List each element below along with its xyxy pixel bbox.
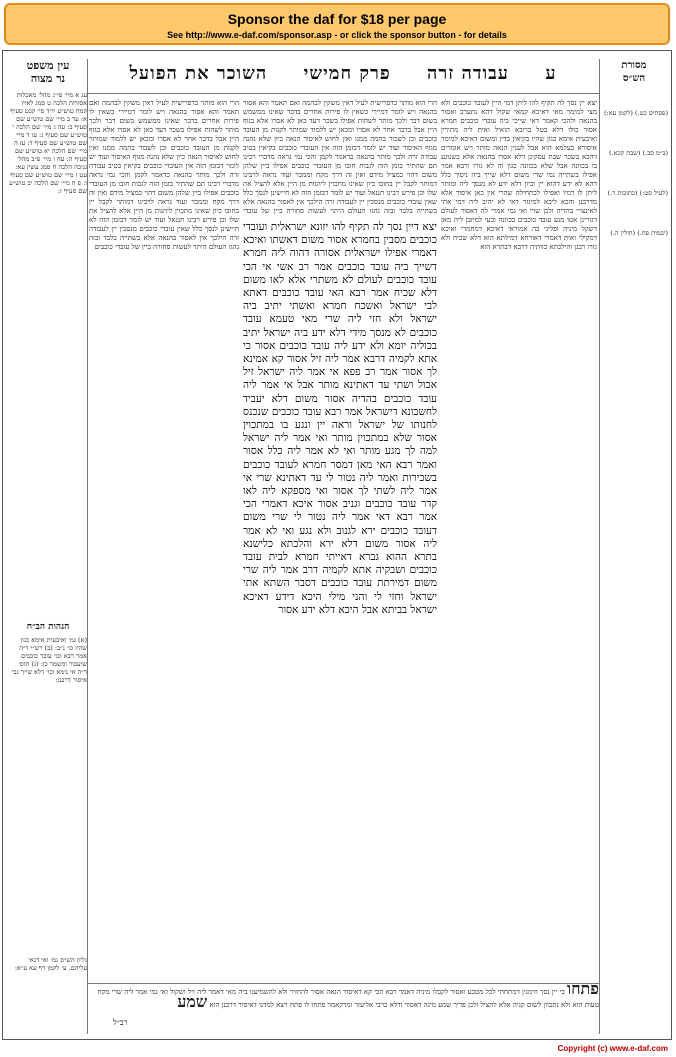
copyright-notice: Copyright (c) www.e-daf.com bbox=[557, 1044, 668, 1053]
bottom-text: בי יין נסך וזימנין דמתחתי לכל מטבע ואסור לקבלו מיניה דאמר רבא הכי קא דאיסור הנאה אסור להחזיר ולא להשמיענו ביה מאי דאמר ליה זיל ושקול ואי נמי אמר ליה שרי מקח טעות הוא ולא נתכוון לשום קניה אלא להציל ולכן פריך שמע מינה דאסור ודלא כרבי אליעזר ומדקאמר פתחו לו פתח ויצא למדנו דאיסור דרבנן הוא bbox=[97, 988, 599, 1009]
page-header-title bbox=[87, 63, 599, 84]
masoret-hashas-column bbox=[599, 59, 668, 1034]
rashi-column: יצא יין נסך לה תקיף להו ליתן דמי היין לעובד כוכבים ולא מצי למימר מאי דאיכא קמאי שקול דהא נתערב ואסור בהנאה ולהכי קאמר דאי שייכי ביה עובדי כוכבים חמרא אסור כולו דלא בטל ברובא הואיל ואית ליה מתירין ואיבעית אימא כגון שהיו בקיאין בדין ומשום דאיכא למימר איסורא בעלמא הוא אבל לענין הנאה מותר ויש אומרים דהכא בשכר שבת עסקינן דלא אסרו בהנאה אלא כשנוגע בו בכוונה אבל שלא בכוונה כגון זה לא גזרו ורבא אמר אפילו בשתייה נמי שרי משום דלא שייך ביה ניסוך כלל דהא לא ידע דהוא יין וכיון דלא ידע לא מנסך ליה ומותר ליתן לו דמיו ואפילו לכתחילה שהרי אין כאן איסור אלא מדרבנן והכא ליכא למיגזר דאי לא יהיב ליה דמי אתי לאינצויי בהדיה ולכן שרי ואי נמי אמרי לה דאסור לעולם דגזרינן אטו מגע עובד כוכבים בכוונה ובעי למיזבן ליה מאן דשקל מיניה ופליגי בה אמוראי דאיכא דמחמרי ואיכא דמקילי ואית דאמרי דאורחא דמילתא הוא דלא שכיח ולא גזרו רבנן והילכתא כוותיה דרבא דבתרא הוא bbox=[441, 99, 597, 251]
tosafot-top-block: הרי הוא מותר כדפרישית לעיל דאין משקין לבהמה ואם תאמר והא אסור בהנאה ויש לומר דמיירי כשאין לו פירות אחרים בדבר שאינו ממשמש בשום דבר ולכך מותר לשהות אפילו בשכר דעד כאן לא אסרו אלא בגוף היין אבל בדבר אחר לא אסרו ומכאן יש ללמוד שמותר לקנות מן העובד כוכבים וכן לשכור בהמה ממנו ואין לחוש לאיסור הנאה כיון שלא נהנה מגוף האיסור ועוד יש לומר דבזמן הזה אין העובדי כוכבים בקיאין בטיב עבודה זרה ולכך מותר בהנאה כדאמר לקמן והכי נמי נראה מדברי רבינו תם שהתיר בזמן הזה לגבות חובו מן העובדי כוכבים אפילו ביין שלהן משום דהוי כמציל מידם ואין זה דרך מקח וממכר ועוד נראה לרבינו דמותר לקבל יין בחובו כיון שאינו מתכוין ליהנות מן היין אלא להציל את שלו וכן פירש רבינו חננאל ועוד יש לומר דבזמן הזה לא חיישינן לנסך כלל שאין עובדי כוכבים מנסכין יין לעבודה זרה הילכך אין לאסור בהנאה אלא בשתייה בלבד ובזה נהגו העולם היתר לעשות סחורה ביין של עובדי bbox=[243, 99, 437, 215]
talmud-page bbox=[2, 50, 672, 1040]
tractate-name: עבודה זרה bbox=[427, 63, 509, 84]
gilyon-hashas-note: גליון הש״ס גמ׳ ואי דנאי עליהם. ע׳ לקמן דף עא ע״א: bbox=[14, 956, 87, 972]
tosafot-column: הרי הוא מותר כדפרישית לעיל דאין משקין לבהמה ואם תאמר והא אסור בהנאה ויש לומר דמיירי כשאין לו פירות אחרים בדבר שאינו ממשמש בשום דבר ולכך מותר לשהות אפילו בשכר דעד כאן לא אסרו אלא בגוף היין אבל בדבר אחר לא אסרו ומכאן יש ללמוד שמותר לקנות מן העובד כוכבים וכן לשכור בהמה ממנו ואין לחוש לאיסור הנאה כיון שלא נהנה מגוף האיסור ועוד יש לומר דבזמן הזה אין העובדי כוכבים בקיאין בטיב עבודה זרה ולכך מותר בהנאה כדאמר לקמן והכי נמי נראה מדברי רבינו תם שהתיר בזמן הזה לגבות חובו מן העובדי כוכבים אפילו ביין שלהן משום דהוי כמציל מידם ואין זה דרך מקח וממכר ועוד נראה לרבינו דמותר לקבל יין בחובו כיון שאינו מתכוין ליהנות מן היין אלא להציל את שלו וכן פירש רבינו חננאל ועוד יש לומר דבזמן הזה לא חיישינן לנסך כלל שאין עובדי כוכבים מנסכין יין לעבודה זרה הילכך אין לאסור בהנאה אלא בשתייה בלבד ובזה נהגו העולם היתר לעשות סחורה ביין של עובדי כוכבים bbox=[89, 99, 239, 251]
masoret-heading bbox=[600, 59, 668, 85]
catchword-right: פתחו bbox=[566, 983, 599, 998]
chapter-number: פרק חמישי bbox=[303, 63, 391, 84]
page-number: רב״ל bbox=[113, 1018, 128, 1027]
masoret-heading-line2: הש״ס bbox=[622, 73, 646, 84]
catchword-left: שמע bbox=[177, 992, 208, 1011]
masoret-heading-line1: מסורת bbox=[621, 60, 647, 71]
ein-mishpat-heading-line2: נר מצוה bbox=[30, 72, 66, 85]
page-letter: ע bbox=[545, 63, 557, 84]
haggahot-notes: (א) גמ׳ ואיבעית אימא כגון שהיו כו׳ נ״ב: (ב) רש״י ד״ה אמר רבא וכו׳ עובד כוכבים שיעבור ומשמר כן: (ג) תוס׳ ד״ה אי נימא וכו׳ דלא שייך גבי איסור דרבנן: bbox=[11, 636, 87, 684]
page-bottom-band bbox=[87, 983, 599, 1032]
ein-mishpat-heading-line1: עין משפט bbox=[26, 59, 70, 72]
ein-mishpat-heading bbox=[9, 59, 87, 85]
chapter-name: השוכר את הפועל bbox=[129, 63, 268, 84]
sponsor-banner[interactable] bbox=[4, 3, 670, 45]
ein-mishpat-notes: עג א מיי׳ פי״ג מהל׳ מאכלות אסורות הלכה ט סמג לאוין קמח טוש״ע יו״ד סי׳ קכט סעיף א: עד ב מיי׳ שם טוש״ע שם סעיף ב: עה ג מיי׳ שם הלכה י טוש״ע שם סעיף ג: עו ד מיי׳ שם טוש״ע שם סעיף ד: עז ה מיי׳ שם הלכה יא טוש״ע שם סעיף ה: עח ו מיי׳ פ״ב מהל׳ גניבה הלכה ח סמג עשין עא: עט ז מיי׳ שם טוש״ע שם סעיף ו: פ ח מיי׳ שם הלכה יב טוש״ע שם סעיף ז: bbox=[9, 91, 87, 195]
masoret-notes: (פסחים כט.) (לקמן עא:) (ב״מ סב.) (שבת קכא.) (לעיל סט:) (כתובות ד.) (יבמות פח.) (חולין ה.) bbox=[603, 109, 668, 237]
sponsor-banner-title[interactable]: Sponsor the daf for $18 per page bbox=[227, 11, 447, 27]
gemara-text: יצא דיין נסך לה תקיף להו יזונא ישראלית ועובדי כוכבים מסבין בחמרא אסור משום דאשתו ואיכא דאמרי אפילו ישראלית אסורה דהוה ליה חמרא דשייך ביה עובד כוכבים אמר רב אשי אי הכי עובד כוכבים לעולם לא משתרי אלא לאו משום דלא שכיח אמר רבא האי עובד כוכבים דאתא לבי ישראל ואשכח חמרא ואשתי יתיב ביה ישראל ולא חזי ליה שרי מאי טעמא עובד כוכבים לא מנסך מידי דלא ידע ביה ישראל יתיב בכוליה יומא ולא ידע ליה עובד כוכבים אסור כי אתא לקמיה דרבא אמר ליה זיל אסור קא אמינא לך אסור אמר רב פפא אי אמר ליה ישראל זיל אכול ושתי עד דאתינא מותר אבל אי אמר ליה עובד כוכבים בהדיה אסור משום דלא יעביד לחשבונא דישראל אמר רבא עובד כוכבים שנכנס לחנותו של ישראל וראה יין ונגע בו במתכוין אסור שלא במתכוין מותר ואי אמר ליה ישראל למה לך מגע מותר ואי לא אמר ליה כלל אסור ואמר רבא האי מאן דמסר חמרא לעובד כוכבים בשכירות ואמר ליה נטור לי עד דאתינא שרי אי אמר ליה לשתי לך אסור ואי מספקא ליה לאו קדר עובד כוכבים וגניב אסור איכא דאמרי הכי אמר רבא דאי אמר ליה נטור לי שרי משום דעובד כוכבים ירא לגנוב ולא נגע ואי לא אמר ליה אסור משום דלא ירא והלכתא כלישנא בתרא ההוא גברא דאייתי חמרא לבית עובד כוכבים ושבקיה אתא לקמיה דרב אמר ליה שרי משום דמירתת עובד כוכבים דסבר השתא אתי ישראל וחזי לי והני מילי היכא דידע דאיכא ישראל בביתא אבל היכא דלא ידע אסור bbox=[243, 221, 437, 616]
haggahot-heading: הגהות הב״ח bbox=[26, 622, 70, 632]
sponsor-banner-subtitle[interactable]: See http://www.e-daf.com/sponsor.asp - or click the sponsor button - for details bbox=[167, 30, 507, 40]
page-header bbox=[87, 59, 599, 94]
ein-mishpat-column bbox=[9, 59, 88, 1034]
